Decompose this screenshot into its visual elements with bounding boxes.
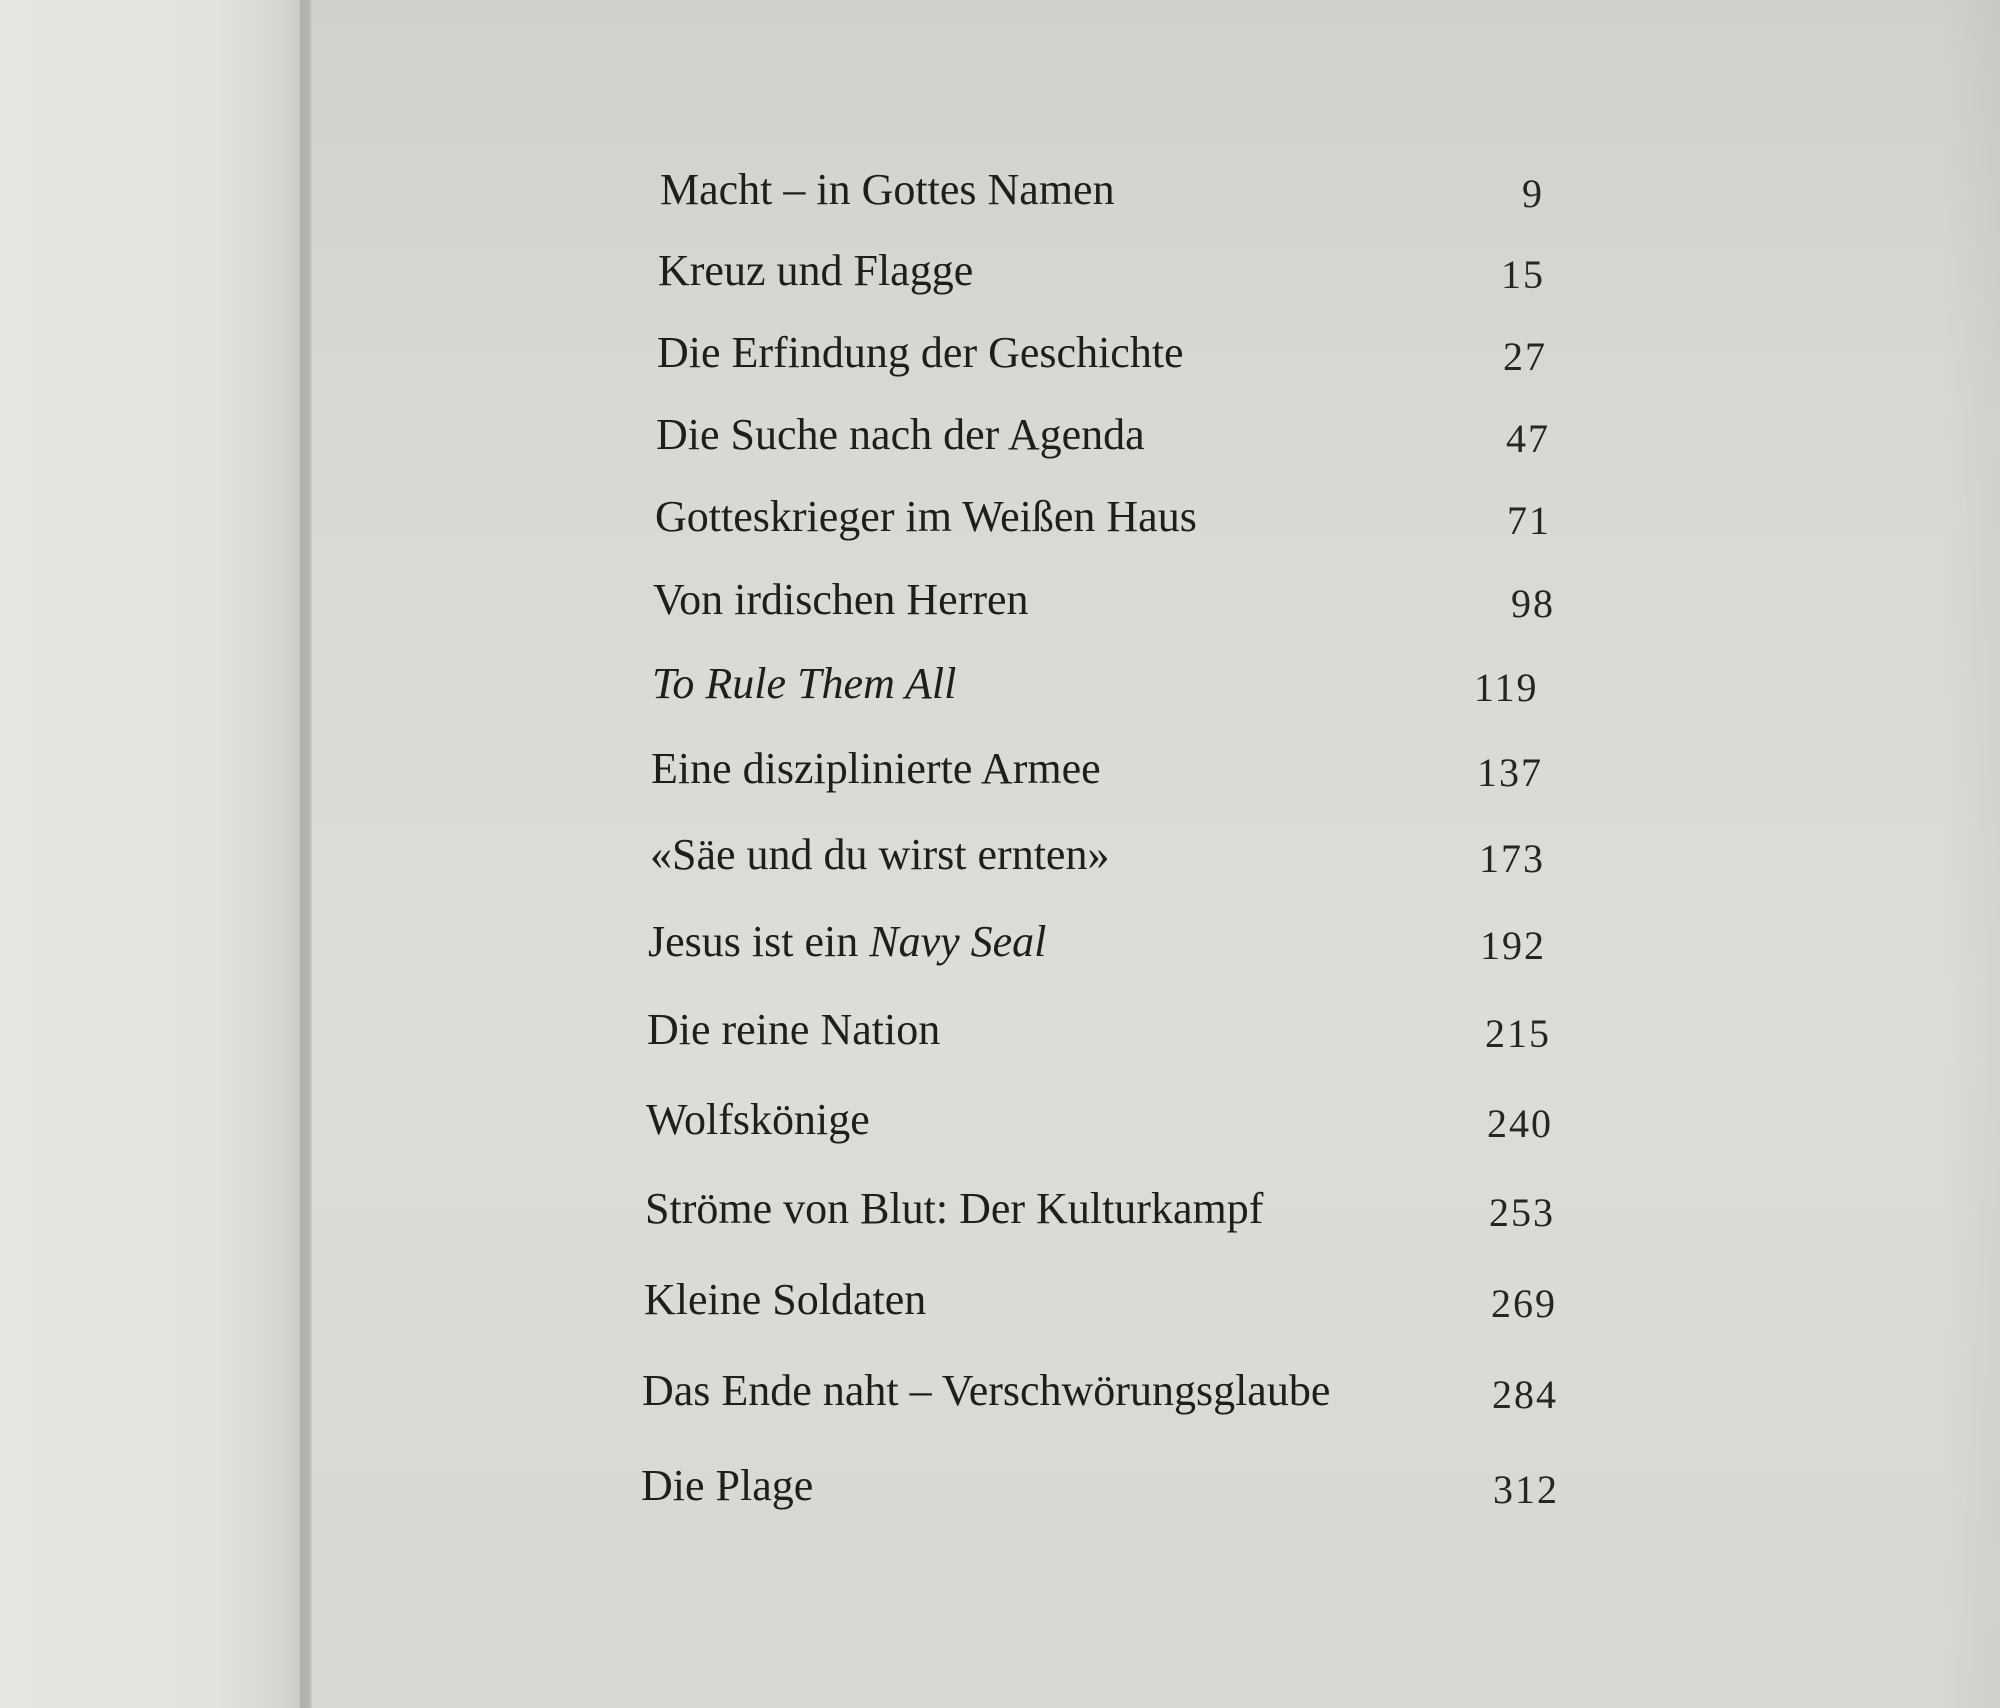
toc-entry-title: «Säe und du wirst ernten» (650, 830, 1110, 879)
toc-entry-page: 192 (1480, 923, 1546, 968)
toc-entry-page: 119 (1474, 665, 1539, 710)
toc-entry-title: Ströme von Blut: Der Kulturkampf (645, 1184, 1264, 1233)
toc-entry-page: 284 (1492, 1372, 1558, 1417)
toc-entry-title: Wolfskönige (646, 1095, 870, 1144)
toc-entry-title: Eine disziplinierte Armee (651, 744, 1101, 793)
toc-entry-page: 137 (1477, 750, 1543, 795)
toc-entry-title-italic: Navy Seal (869, 917, 1047, 966)
right-page (312, 0, 2000, 1708)
toc-entry-title: Die reine Nation (647, 1005, 941, 1054)
toc-entry-page: 312 (1493, 1467, 1559, 1512)
toc-entry-title (648, 917, 1047, 966)
toc-entry-page: 71 (1507, 498, 1551, 543)
left-page (0, 0, 310, 1708)
toc-entry-title: Kreuz und Flagge (658, 246, 974, 295)
toc-entry-title: Das Ende naht – Verschwörungsglaube (642, 1366, 1331, 1415)
toc-entry-page: 27 (1503, 334, 1547, 379)
toc-entry-page: 240 (1487, 1101, 1553, 1146)
toc-entry-title-part: Jesus ist ein (648, 917, 870, 966)
toc-entry-title: Die Plage (641, 1461, 814, 1510)
toc-entry-title: Macht – in Gottes Namen (660, 165, 1115, 214)
toc-entry-page: 269 (1491, 1281, 1557, 1326)
toc-entry-title: To Rule Them All (652, 659, 957, 708)
toc-entry-page: 215 (1485, 1011, 1551, 1056)
toc-entry-page: 173 (1479, 836, 1545, 881)
toc-entry-page: 15 (1501, 252, 1545, 297)
toc-entry-title: Gotteskrieger im Weißen Haus (655, 492, 1197, 541)
toc-entry-title: Die Erfindung der Geschichte (657, 328, 1184, 377)
toc-entry-page: 47 (1506, 416, 1550, 461)
toc-entry-page: 253 (1489, 1190, 1555, 1235)
toc-entry-title: Die Suche nach der Agenda (656, 410, 1145, 459)
toc-entry-title: Von irdischen Herren (653, 575, 1029, 624)
toc-entry-page: 9 (1522, 171, 1544, 216)
toc-entry-page: 98 (1511, 581, 1555, 626)
toc-entry-title: Kleine Soldaten (644, 1275, 927, 1324)
